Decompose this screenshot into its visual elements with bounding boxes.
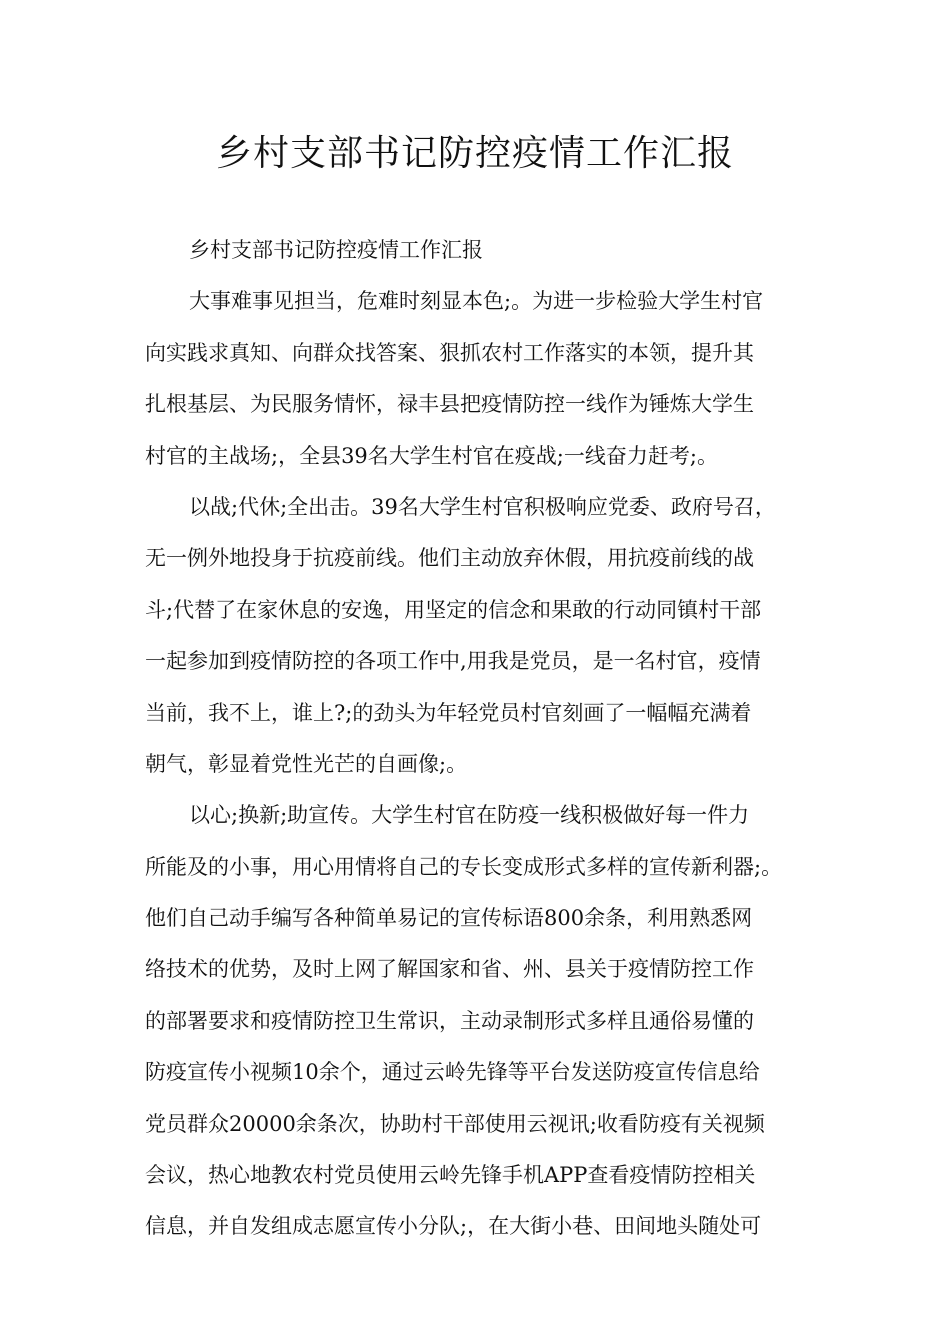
paragraph-first-line: 以战;代休;全出击。39名大学生村官积极响应党委、政府号召， bbox=[189, 494, 776, 519]
paragraph-line: 所能及的小事，用心用情将自己的专长变成形式多样的宣传新利器;。 bbox=[145, 854, 783, 879]
paragraph-line: 他们自己动手编写各种简单易记的宣传标语800余条，利用熟悉网 bbox=[145, 906, 753, 931]
document-body bbox=[145, 225, 813, 1253]
paragraph-line: 斗;代替了在家休息的安逸，用坚定的信念和果敢的行动同镇村干部 bbox=[145, 597, 762, 622]
paragraph-line: 的部署要求和疫情防控卫生常识，主动录制形式多样且通俗易懂的 bbox=[145, 1008, 754, 1033]
paragraph-line: 无一例外地投身于抗疫前线。他们主动放弃休假，用抗疫前线的战 bbox=[145, 546, 754, 571]
paragraph-line: 扎根基层、为民服务情怀，禄丰县把疫情防控一线作为锤炼大学生 bbox=[145, 392, 754, 417]
document-title: 乡村支部书记防控疫情工作汇报 bbox=[215, 133, 734, 174]
paragraph-line: 一起参加到疫情防控的各项工作中,用我是党员，是一名村官，疫情 bbox=[145, 649, 761, 674]
paragraph-line: 防疫宣传小视频10余个，通过云岭先锋等平台发送防疫宣传信息给 bbox=[145, 1060, 760, 1085]
paragraph-first-line: 大事难事见担当，危难时刻显本色;。为进一步检验大学生村官 bbox=[189, 289, 764, 314]
paragraph-line: 会议，热心地教农村党员使用云岭先锋手机APP查看疫情防控相关 bbox=[145, 1163, 756, 1188]
paragraph-line: 向实践求真知、向群众找答案、狠抓农村工作落实的本领，提升其 bbox=[145, 340, 754, 365]
paragraph-line: 络技术的优势，及时上网了解国家和省、州、县关于疫情防控工作 bbox=[145, 957, 754, 982]
paragraph-line: 朝气，彰显着党性光芒的自画像;。 bbox=[145, 751, 468, 776]
paragraph-line: 信息，并自发组成志愿宣传小分队;，在大街小巷、田间地头随处可 bbox=[145, 1214, 762, 1239]
paragraph-line: 当前，我不上，谁上?;的劲头为年轻党员村官刻画了一幅幅充满着 bbox=[145, 700, 752, 725]
paragraph-line: 村官的主战场;，全县39名大学生村官在疫战;一线奋力赶考;。 bbox=[145, 443, 718, 468]
paragraph-line: 党员群众20000余条次，协助村干部使用云视讯;收看防疫有关视频 bbox=[145, 1111, 765, 1136]
paragraph-first-line: 乡村支部书记防控疫情工作汇报 bbox=[189, 238, 483, 262]
paragraph-first-line: 以心;换新;助宣传。大学生村官在防疫一线积极做好每一件力 bbox=[189, 803, 750, 828]
